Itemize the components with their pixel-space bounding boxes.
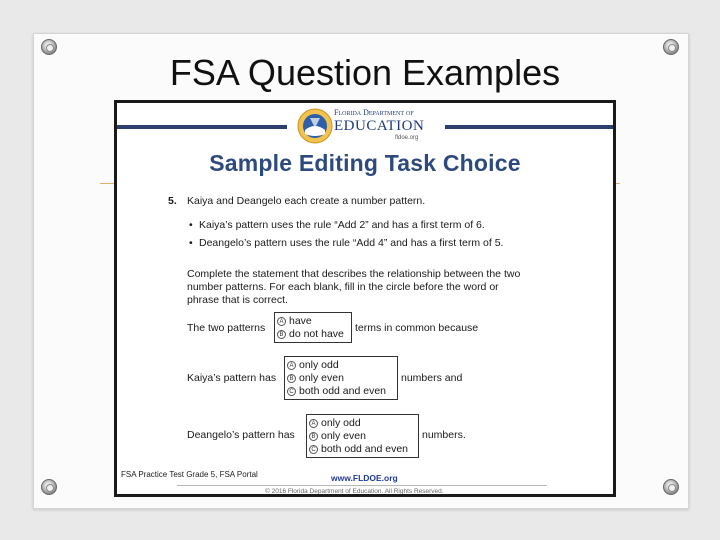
row2-option-c-label: both odd and even [299,385,386,397]
row3-choice-box [306,414,419,458]
logo-line-3: fldoe.org [395,135,419,141]
row1-option-a-label: have [289,315,312,327]
bullet-deangelo: • Deangelo’s pattern uses the rule “Add 4” and has a first term of 5. [199,237,503,250]
header-bar-right [445,125,616,129]
row2-option-a[interactable] [287,359,339,372]
fldoe-logo [297,107,435,145]
row3-option-a-label: only odd [321,417,361,429]
row1-option-b-label: do not have [289,328,344,340]
logo-line-2: EDUCATION [334,118,425,134]
row1-option-a[interactable] [277,315,312,328]
row3-lead: Deangelo’s pattern has [187,429,295,441]
row3-tail: numbers. [422,429,466,441]
slide-title: FSA Question Examples [169,52,561,93]
row3-option-b[interactable] [309,430,366,443]
row3-option-c-label: both odd and even [321,443,408,455]
row1-lead: The two patterns [187,322,266,334]
sample-heading: Sample Editing Task Choice [209,150,521,176]
footer-divider [177,485,547,486]
row2-lead: Kaiya’s pattern has [187,372,277,384]
row3-option-b-label: only even [321,430,366,442]
radio-circle-icon[interactable]: B [287,374,296,383]
row2-option-b[interactable] [287,372,344,385]
row1-choice-box [274,312,352,343]
row2-choice-box [284,356,398,400]
instructions-line-1: Complete the statement that describes the relationship between the two [187,268,521,280]
sample-question-image [114,100,616,497]
question-number: 5. [168,195,177,207]
screw-bottom-right-icon [663,479,679,495]
row2-tail: numbers and [401,372,463,384]
question-intro: Kaiya and Deangelo each create a number pattern. [187,195,426,207]
row2-option-c[interactable] [287,385,386,398]
screw-bottom-left-icon [41,479,57,495]
header-bar-left [117,125,287,129]
radio-circle-icon[interactable]: A [287,361,296,370]
instructions-line-2: number patterns. For each blank, fill in the circle before the word or [187,281,499,293]
footer-copyright: © 2016 Florida Department of Education. All Rights Reserved. [265,488,444,495]
row2-option-b-label: only even [299,372,344,384]
row3-option-c[interactable] [309,443,408,456]
radio-circle-icon[interactable]: A [309,419,318,428]
radio-circle-icon[interactable]: C [287,387,296,396]
bullet-kaiya: • Kaiya’s pattern uses the rule “Add 2” and has a first term of 6. [199,219,485,232]
radio-circle-icon[interactable]: B [277,330,286,339]
radio-circle-icon[interactable]: A [277,317,286,326]
radio-circle-icon[interactable]: C [309,445,318,454]
footer-source: FSA Practice Test Grade 5, FSA Portal [121,470,258,479]
footer-link[interactable]: www.FLDOE.org [331,473,398,483]
florida-seal-icon [297,108,333,144]
instructions-line-3: phrase that is correct. [187,294,288,306]
row2-option-a-label: only odd [299,359,339,371]
radio-circle-icon[interactable]: B [309,432,318,441]
row1-option-b[interactable] [277,328,344,341]
row3-option-a[interactable] [309,417,361,430]
row1-tail: terms in common because [355,322,479,334]
logo-line-1: Florida Department of [334,108,414,117]
